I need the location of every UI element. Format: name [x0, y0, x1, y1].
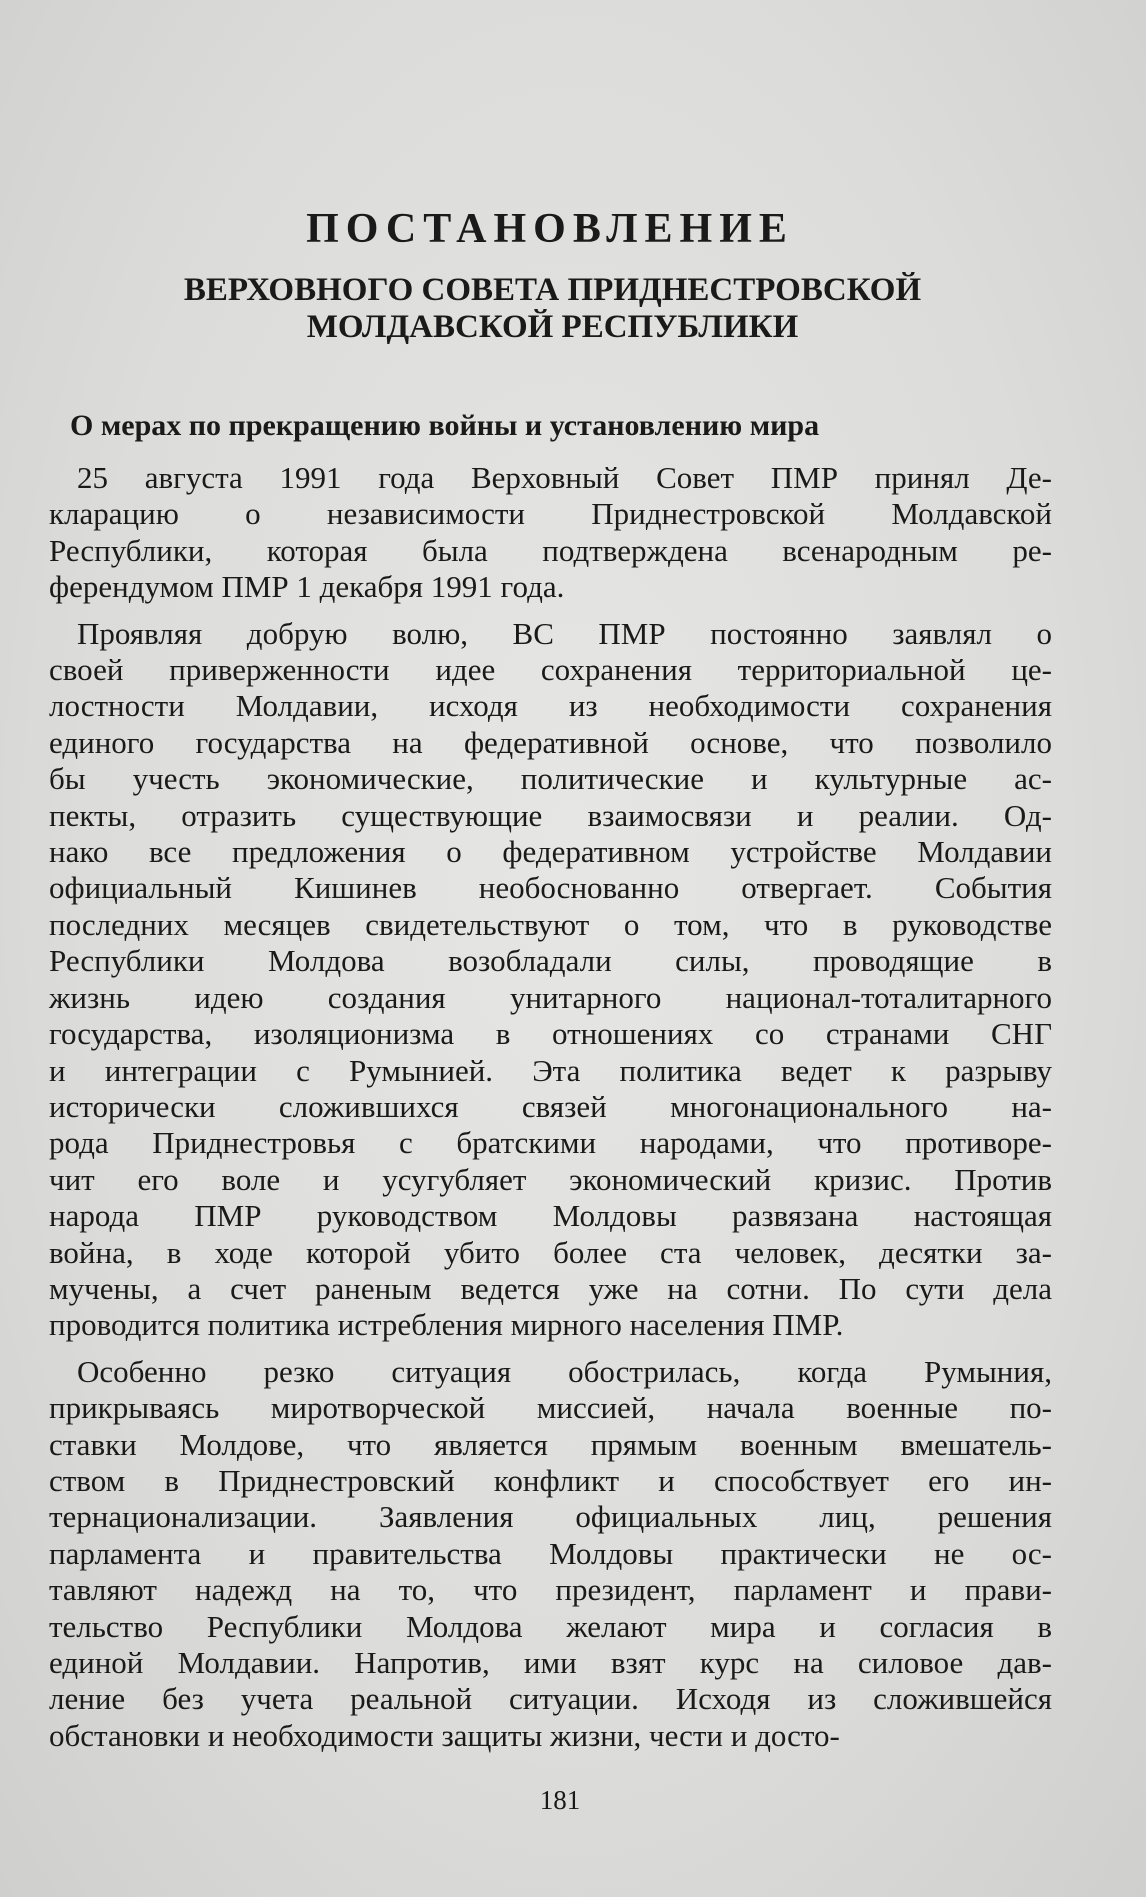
text-line: ферендумом ПМР 1 декабря 1991 года.: [49, 569, 565, 605]
subtitle-line: МОЛДАВСКОЙ РЕСПУБЛИКИ: [306, 309, 799, 345]
text-line: нако все предложения о федеративном устройстве Молдавии: [49, 834, 1052, 870]
body-paragraph: [49, 460, 1052, 606]
text-line: прикрываясь миротворческой миссией, начала военные по-: [49, 1390, 1052, 1426]
text-line: Республики, которая была подтверждена всенародным ре-: [49, 532, 1052, 568]
text-line: обстановки и необходимости защиты жизни, чести и досто-: [49, 1717, 840, 1753]
text-line: народа ПМР руководством Молдовы развязана настоящая: [49, 1198, 1052, 1234]
text-line: проводится политика истребления мирного населения ПМР.: [49, 1307, 844, 1343]
text-line: ление без учета реальной ситуации. Исходя из сложившейся: [49, 1681, 1052, 1717]
text-line: Республики Молдова возобладали силы, проводящие в: [49, 943, 1052, 979]
text-line: последних месяцев свидетельствуют о том, что в руководстве: [49, 906, 1052, 942]
text-line: бы учесть экономические, политические и культурные ас-: [49, 761, 1052, 797]
subtitle-line: ВЕРХОВНОГО СОВЕТА ПРИДНЕСТРОВСКОЙ: [183, 272, 922, 308]
text-line: жизнь идею создания унитарного национал-тоталитарного: [49, 979, 1052, 1015]
text-line: парламента и правительства Молдовы практически не ос-: [49, 1535, 1052, 1571]
text-line: исторически сложившихся связей многонационального на-: [49, 1088, 1052, 1124]
text-line: единой Молдавии. Напротив, ими взят курс на силовое дав-: [49, 1645, 1052, 1680]
text-line: своей приверженности идее сохранения территориальной це-: [49, 652, 1052, 688]
document-body: [49, 460, 1052, 1764]
body-paragraph: [49, 616, 1052, 1344]
text-line: лостности Молдавии, исходя из необходимости сохранения: [49, 688, 1052, 724]
text-line: чит его воле и усугубляет экономический кризис. Против: [49, 1161, 1052, 1197]
text-line: единого государства на федеративной основе, что позволило: [49, 724, 1052, 760]
body-paragraph: [49, 1354, 1052, 1754]
text-line: мучены, а счет раненым ведется уже на сотни. По сути дела: [49, 1270, 1052, 1306]
text-line: государства, изоляционизма в отношениях со странами СНГ: [49, 1016, 1052, 1052]
document-title: ПОСТАНОВЛЕНИЕ: [306, 206, 794, 252]
text-line: пекты, отразить существующие взаимосвязи и реалии. Од-: [49, 797, 1052, 833]
text-line: тернационализации. Заявления официальных лиц, решения: [49, 1499, 1052, 1535]
page-number: 181: [539, 1785, 581, 1815]
text-line: тельство Республики Молдова желают мира и согласия в: [49, 1608, 1052, 1644]
text-line: война, в ходе которой убито более ста человек, десятки за-: [49, 1234, 1052, 1270]
text-line: ством в Приднестровский конфликт и способствует его ин-: [49, 1462, 1052, 1498]
document-subtitle: [0, 272, 1105, 346]
text-line: 25 августа 1991 года Верховный Совет ПМР принял Де-: [77, 460, 1052, 495]
text-line: рода Приднестровья с братскими народами, что противоре-: [49, 1125, 1052, 1161]
text-line: и интеграции с Румынией. Эта политика ведет к разрыву: [49, 1052, 1052, 1088]
resolution-heading: О мерах по прекращению войны и установлению мира: [70, 409, 820, 442]
text-line: тавляют надежд на то, что президент, парламент и прави-: [49, 1572, 1052, 1608]
text-line: кларацию о независимости Приднестровской Молдавской: [49, 496, 1052, 532]
text-line: Проявляя добрую волю, ВС ПМР постоянно заявлял о: [77, 615, 1052, 651]
text-line: Особенно резко ситуация обострилась, когда Румыния,: [77, 1353, 1052, 1389]
text-line: официальный Кишинев необоснованно отвергает. События: [49, 870, 1052, 906]
text-line: ставки Молдове, что является прямым военным вмешатель-: [49, 1426, 1052, 1462]
